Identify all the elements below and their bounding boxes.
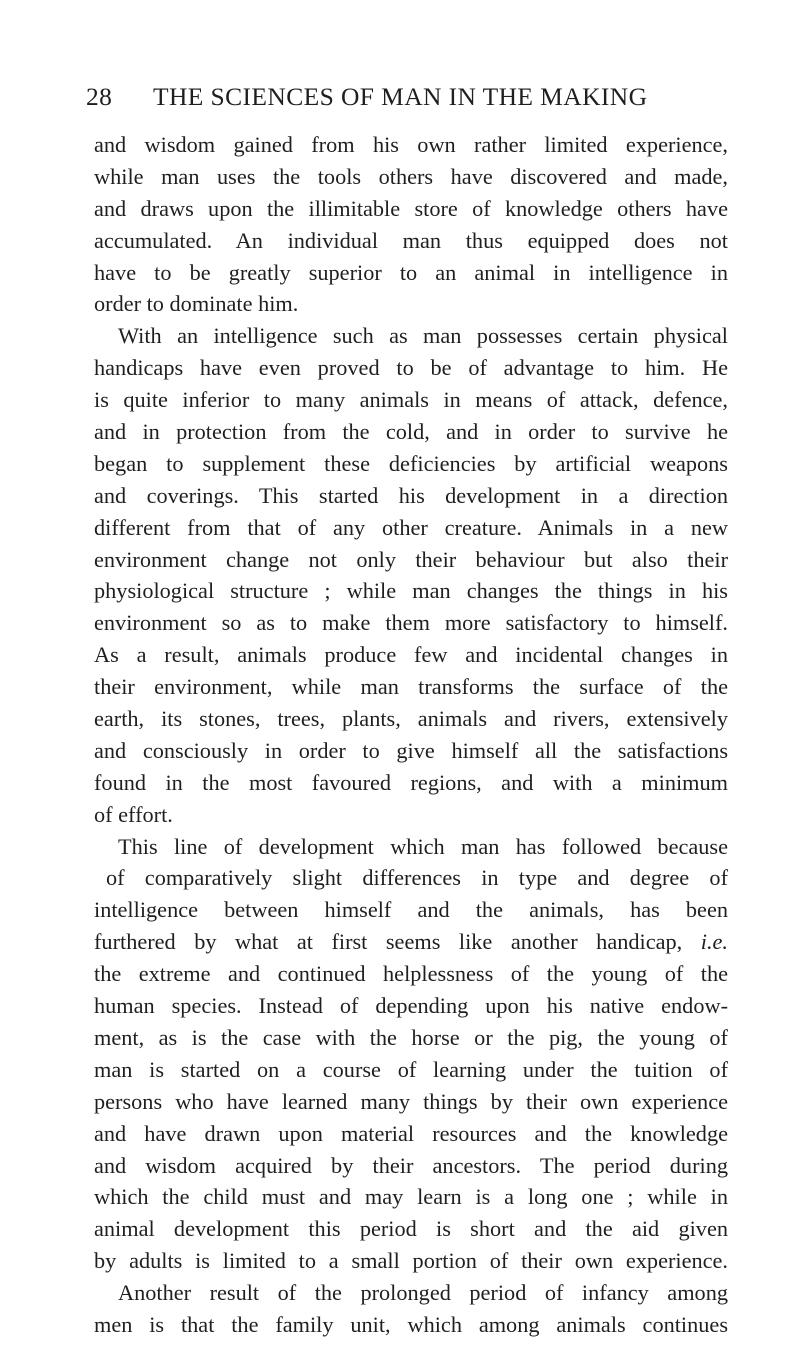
text-line: earth, its stones, trees, plants, animals and rivers, extensively: [94, 706, 728, 732]
text-line: and wisdom acquired by their ancestors. The period during: [94, 1152, 728, 1178]
text-line: handicaps have even proved to be of advantage to him. He: [94, 355, 728, 381]
italic-abbreviation: i.e.: [700, 929, 728, 955]
text-line: began to supplement these deficiencies by artificial weapons: [94, 450, 728, 476]
text-line: persons who have learned many things by their own experience: [94, 1088, 728, 1114]
text-line: while man uses the tools others have discovered and made,: [94, 163, 728, 189]
text-line: As a result, animals produce few and incidental changes in: [94, 642, 728, 668]
text-line: intelligence between himself and the animals, has been: [94, 897, 728, 923]
page-header: [86, 82, 736, 116]
text-line: environment so as to make them more satisfactory to himself.: [94, 610, 728, 636]
paragraph-start-line: This line of development which man has followed because: [118, 833, 728, 859]
text-line: and draws upon the illimitable store of knowledge others have: [94, 195, 728, 221]
text-line: accumulated. An individual man thus equipped does not: [94, 227, 728, 253]
text-line: and consciously in order to give himself all the satisfactions: [94, 737, 728, 763]
text-line: physiological structure ; while man changes the things in his: [94, 578, 728, 604]
text-line: man is started on a course of learning under the tuition of: [94, 1056, 728, 1082]
text-line: different from that of any other creature. Animals in a new: [94, 514, 728, 540]
text-line: and coverings. This started his development in a direction: [94, 482, 728, 508]
text-line: the extreme and continued helplessness of the young of the: [94, 961, 728, 987]
text-line: and wisdom gained from his own rather limited experience,: [94, 132, 728, 157]
text-line: men is that the family unit, which among animals continues: [94, 1311, 728, 1337]
page-number: 28: [86, 82, 113, 111]
text-line: which the child must and may learn is a long one ; while in: [94, 1184, 728, 1210]
text-line: of comparatively slight differences in type and degree of: [106, 865, 728, 891]
text-line: found in the most favoured regions, and with a minimum: [94, 769, 728, 795]
text-line: order to dominate him.: [94, 291, 299, 317]
text-segment: furthered by what at first seems like another handicap,: [94, 929, 683, 955]
text-line: [94, 926, 728, 958]
text-line: their environment, while man transforms the surface of the: [94, 674, 728, 700]
paragraph-start-line: Another result of the prolonged period of infancy among: [118, 1280, 728, 1306]
text-line: of effort.: [94, 801, 173, 827]
text-line: human species. Instead of depending upon his native endow-: [94, 993, 728, 1019]
text-line: have to be greatly superior to an animal in intelligence in: [94, 259, 728, 285]
text-line: and have drawn upon material resources and the knowledge: [94, 1120, 728, 1146]
running-title: THE SCIENCES OF MAN IN THE MAKING: [153, 82, 648, 111]
text-line: environment change not only their behaviour but also their: [94, 546, 728, 572]
body-text: [94, 129, 728, 1341]
paragraph-start-line: With an intelligence such as man possesses certain physical: [118, 323, 728, 349]
text-line: by adults is limited to a small portion of their own experience.: [94, 1248, 728, 1274]
text-line: is quite inferior to many animals in means of attack, defence,: [94, 387, 728, 413]
text-line: animal development this period is short and the aid given: [94, 1216, 728, 1242]
text-line: ment, as is the case with the horse or the pig, the young of: [94, 1024, 728, 1050]
text-line: and in protection from the cold, and in order to survive he: [94, 419, 728, 445]
